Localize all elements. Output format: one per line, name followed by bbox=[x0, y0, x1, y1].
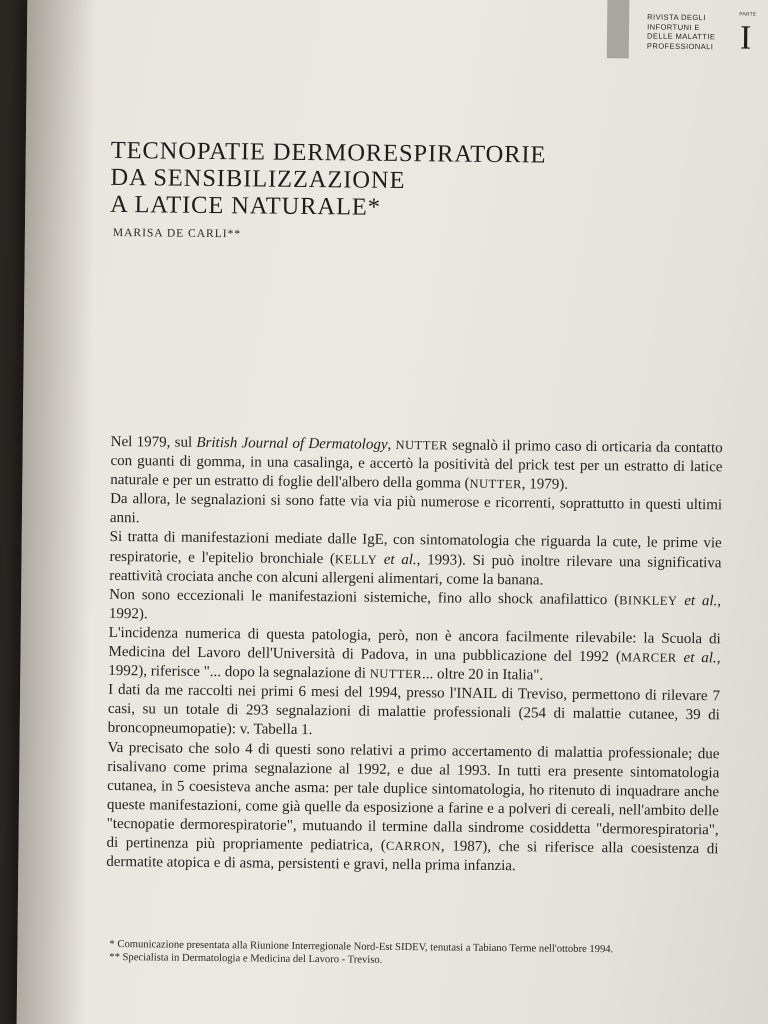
parte-number: I bbox=[739, 19, 752, 57]
title-line: TECNOPATIE DERMORESPIRATORIE bbox=[110, 136, 547, 169]
author-ref: NUTTER bbox=[469, 476, 522, 492]
author-ref: KELLY bbox=[334, 551, 378, 567]
title-line: A LATICE NATURALE* bbox=[110, 190, 382, 221]
journal-page bbox=[17, 0, 768, 1024]
paragraph: L'incidenza numerica di questa patologia, però, non è ancora facilmente rilevabile: la Scuola di Medicina del Lavoro dell'Università di Padova, in una pubblicazione del 1992 (MARCER et al., 1992), riferisce "... dopo la segnalazione di NUTTER... oltre 20 in Italia". bbox=[108, 624, 721, 684]
footnotes bbox=[109, 939, 719, 971]
journal-name bbox=[647, 13, 737, 52]
header-gray-bar bbox=[607, 0, 630, 58]
author-ref: NUTTER bbox=[369, 666, 423, 682]
paragraph: Va precisato che solo 4 di questi sono relativi a primo accertamento di malattia professionale; due risalivano come prima segnalazione al 1992, e due al 1993. In tutti era presente sintomatologia cutanea, in 5 coesisteva anche asma: per tale duplice sintomatologia, ho ritenuto di inquadrare anche queste manifestazioni, come già quelle da esposizione a farine e a polveri di cereali, nell'ambito delle "tecnopatie dermorespiratorie", mutuando il termine dalla sindrome cosiddetta "dermorespiratoria", di pertinenza più propriamente pediatrica, (CARRON, 1987), che si riferisce alla coesistenza di dermatite atopica e di asma, persistenti e gravi, nella prima infanzia. bbox=[106, 739, 720, 875]
author-ref: CARRON bbox=[385, 838, 442, 854]
journal-name-line: PROFESSIONALI bbox=[646, 41, 714, 51]
footnote: ** Specialista in Dermatologia e Medicina del Lavoro - Treviso. bbox=[109, 951, 383, 966]
paragraph: I dati da me raccolti nei primi 6 mesi del 1994, presso l'INAIL di Treviso, permettono di rilevare 7 casi, su un totale di 293 segnalazioni di malattie professionali (254 di malattie cutanee, 39 di broncopneumopatie): v. Tabella 1. bbox=[107, 682, 721, 739]
paragraph: Non sono eccezionali le manifestazioni sistemiche, fino allo shock anafilattico (BINKLEY et al., 1992). bbox=[108, 586, 722, 623]
author-ref: BINKLEY bbox=[619, 593, 678, 608]
article-title bbox=[110, 137, 546, 223]
author-ref: NUTTER bbox=[395, 437, 448, 453]
parte-label: PARTE bbox=[739, 11, 757, 18]
paragraph: Si tratta di manifestazioni mediate dalle IgE, con sintomatologia che riguarda la cute, le prime vie respiratorie, e l'epitelio bronchiale (KELLY et al., 1993). Si può inoltre rilevare una significativa reattività crociata anche con alcuni allergeni alimentari, come la banana. bbox=[109, 529, 722, 589]
author-name: MARISA DE CARLI** bbox=[112, 226, 242, 241]
journal-name-line: INFORTUNI E bbox=[647, 22, 700, 32]
paragraph: Nel 1979, sul British Journal of Dermatology, NUTTER segnalò il primo caso di orticaria da contatto con guanti di gomma, in una casalinga, e accertò la positività del prick test per un estratto di latice naturale e per un estratto di foglie dell'albero della gomma (NUTTER, 1979). bbox=[110, 433, 723, 493]
title-line: DA SENSIBILIZZAZIONE bbox=[110, 163, 406, 195]
article-body bbox=[106, 433, 723, 879]
journal-name-line: RIVISTA DEGLI bbox=[647, 12, 706, 23]
paragraph: Da allora, le segnalazioni si sono fatte via via più numerose e ricorrenti, soprattutto in questi ultimi anni. bbox=[109, 491, 723, 527]
footnote: * Comunicazione presentata alla Riunione Interregionale Nord-Est SIDEV, tenutasi a Tabiano Terme nell'ottobre 1994. bbox=[109, 938, 614, 956]
author-ref: MARCER bbox=[620, 650, 677, 665]
journal-citation: British Journal of Dermatology bbox=[196, 434, 388, 453]
page-edge-shadow bbox=[17, 0, 98, 1024]
journal-name-line: DELLE MALATTIE bbox=[646, 31, 716, 42]
